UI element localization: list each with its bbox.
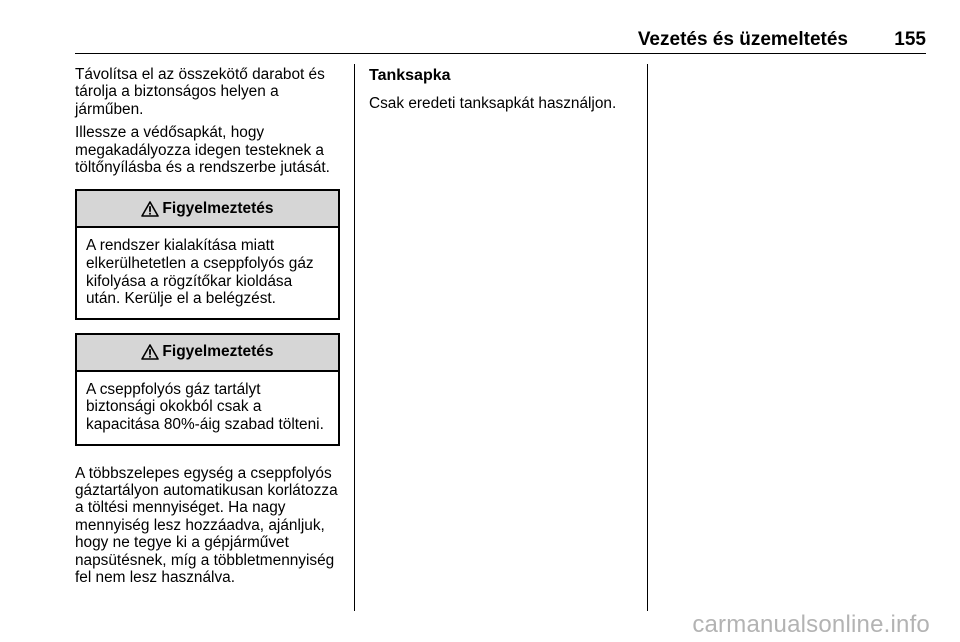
column-divider-right [647,64,648,611]
middle-column [369,66,634,112]
left-column [75,66,340,586]
warning-box [75,333,340,446]
paragraph-tank-cap: Csak eredeti tanksapkát használjon. [369,95,617,112]
warning-triangle-icon [141,344,159,360]
paragraph-protective-cap: Illessze a védősapkát, hogy megakadályozza idegen testeknek a töltőnyílásba és a rendszerbe jutását. [75,124,330,177]
watermark: carmanualsonline.info [692,611,930,638]
page-title: Vezetés és üzemeltetés [637,29,848,50]
page-header [75,28,926,52]
paragraph-remove-connector: Távolítsa el az összekötő darabot és tárolja a biztonságos helyen a járműben. [75,66,325,118]
warning-text: A rendszer kialakítása miatt elkerülhetetlen a cseppfolyós gáz kifolyása a rögzítőkar kioldása után. Kerülje el a belégzést. [86,237,314,308]
paragraph-multivalve-unit: A többszelepes egység a cseppfolyós gáztartályon automatikusan korlátozza a töltési mennyiséget. Ha nagy mennyiség lesz hozzáadva, ajánljuk, hogy ne tegye ki a gépjárművet napsütésnek, míg a többletmennyiség fel nem lesz használva. [75,464,338,587]
warning-box [75,189,340,319]
column-divider-left [354,64,355,611]
warning-header [77,335,338,372]
warning-triangle-icon [141,201,159,217]
section-heading-tanksapka: Tanksapka [369,67,451,84]
warning-text: A cseppfolyós gáz tartályt biztonsági okokból csak a kapacitása 80%-áig szabad tölteni. [86,380,324,433]
warning-header [77,191,338,228]
warning-title: Figyelmeztetés [162,199,274,217]
header-divider [75,53,926,54]
warning-title: Figyelmeztetés [162,343,274,361]
page-number: 155 [894,29,926,50]
